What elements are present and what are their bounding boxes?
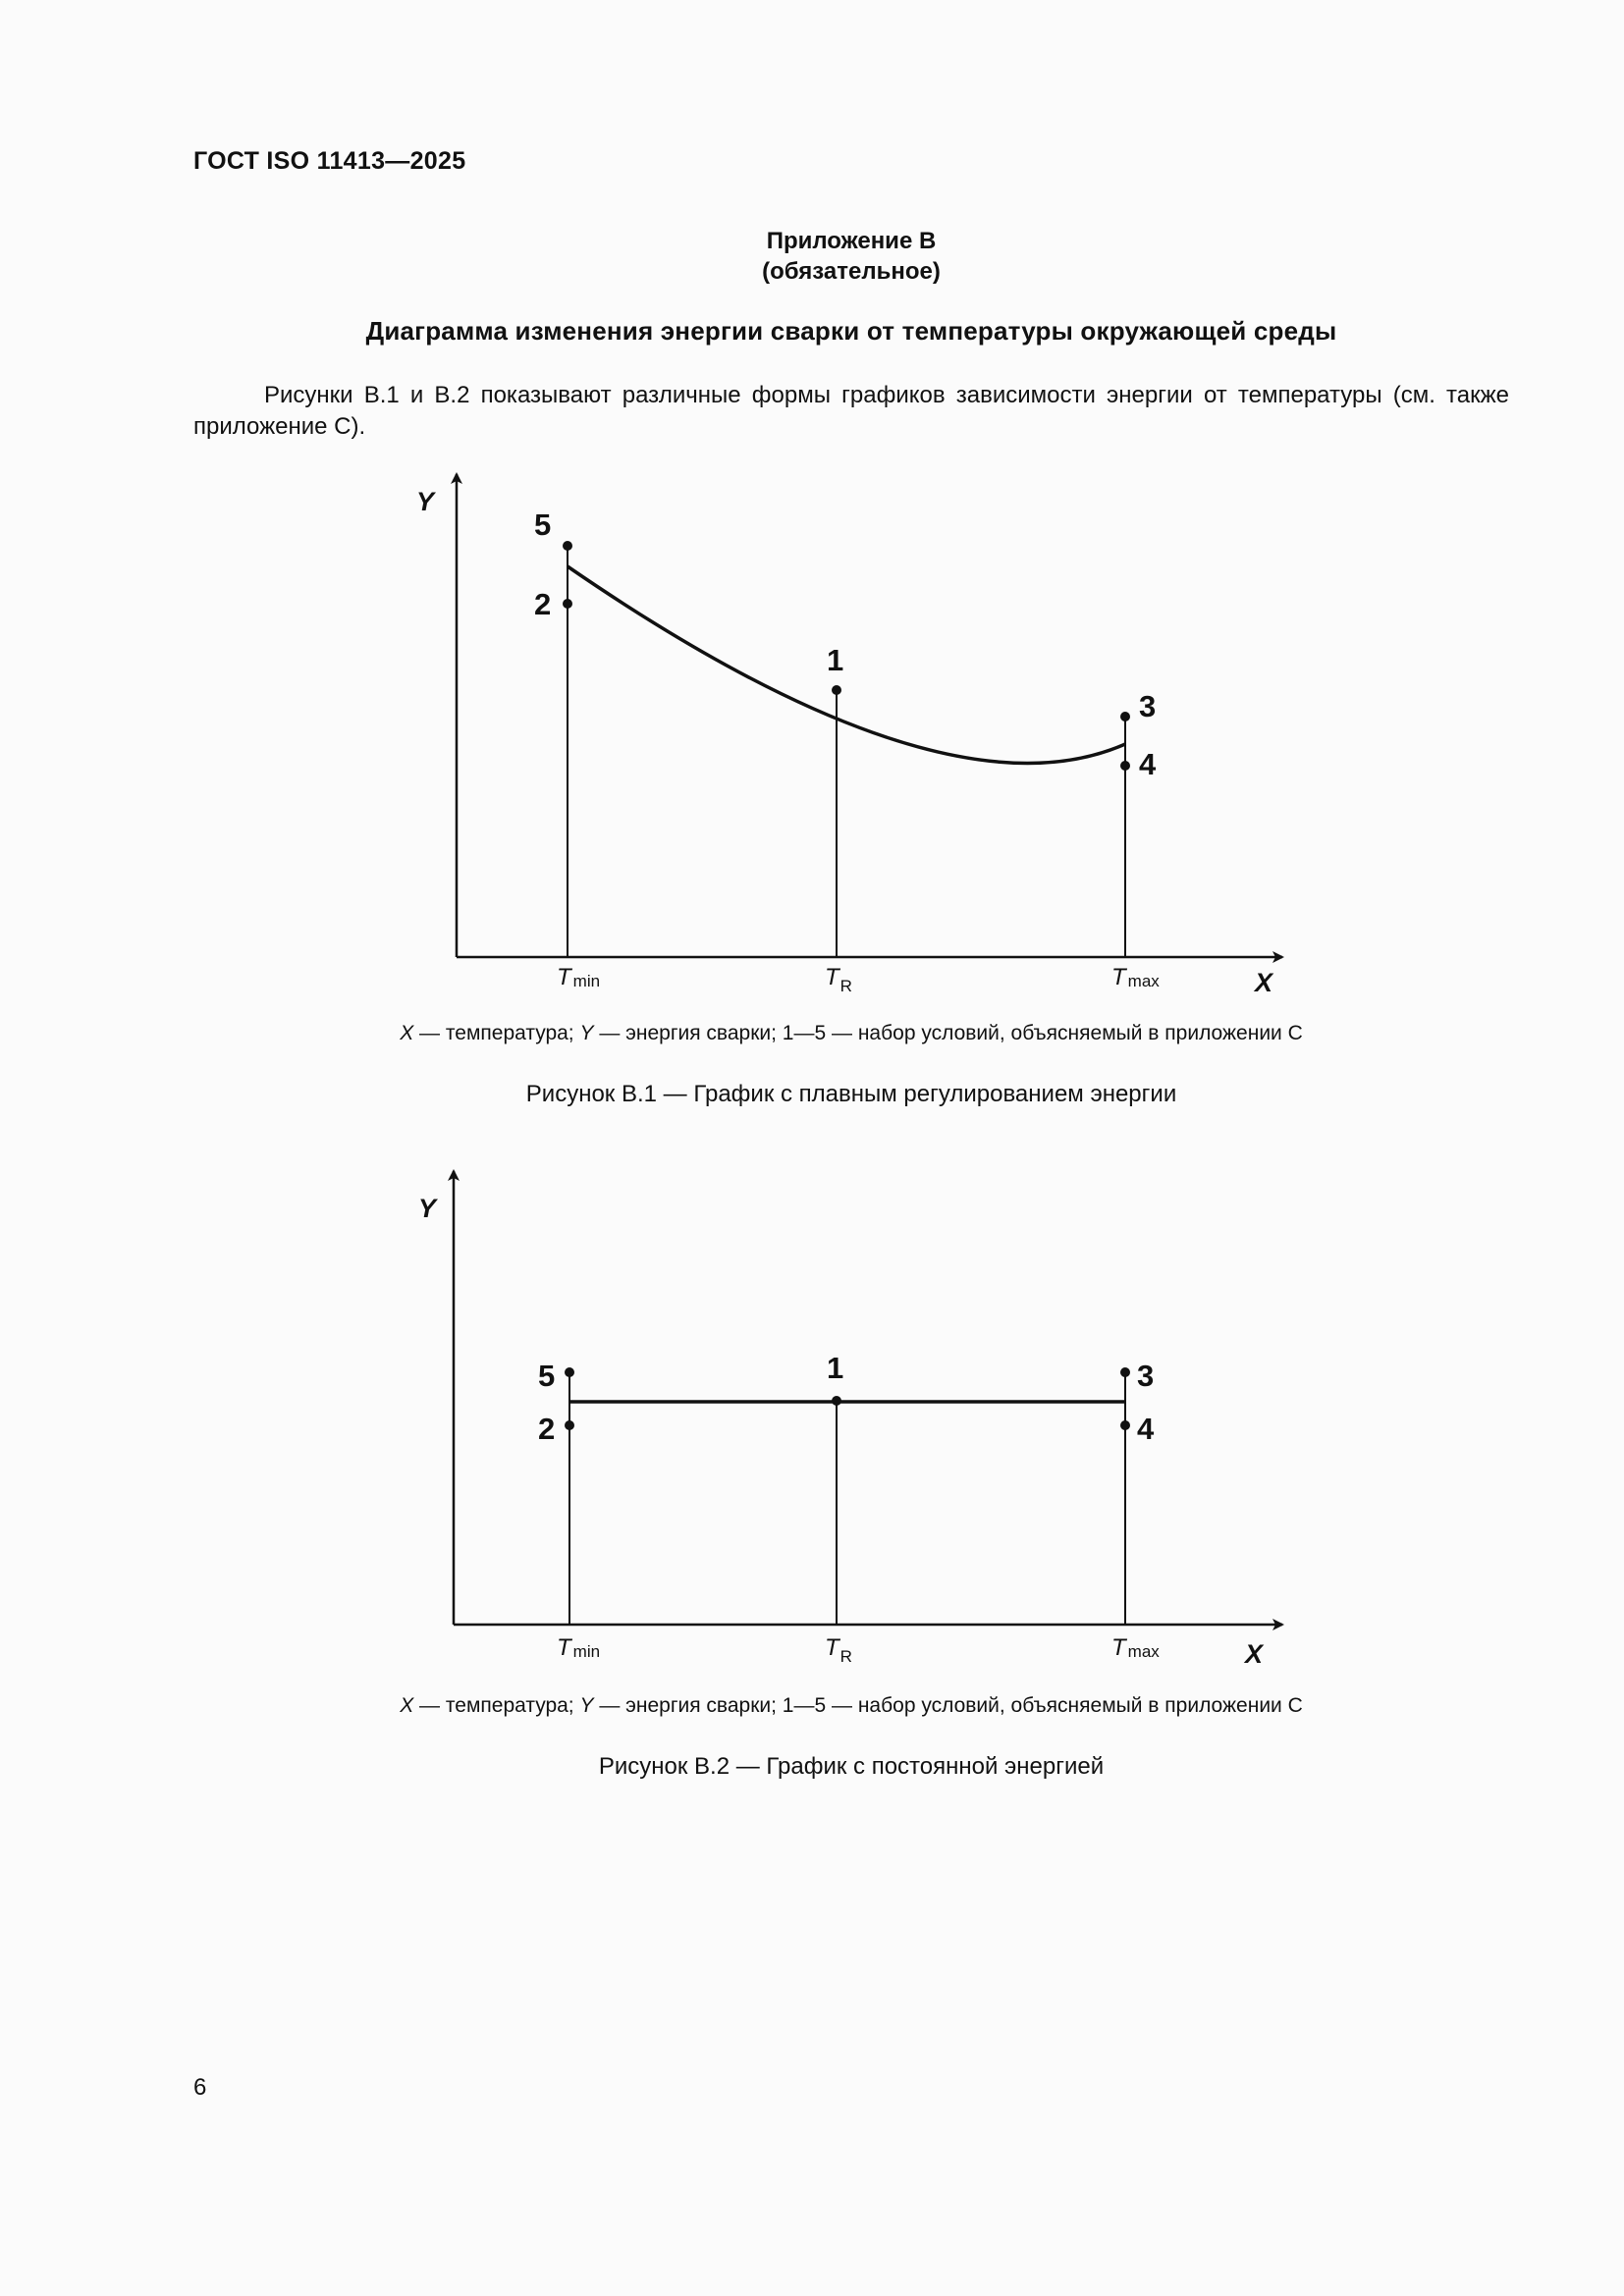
annex-status: (обязательное) bbox=[762, 258, 941, 285]
tick-tmin: T min bbox=[557, 1634, 601, 1661]
y-axis-label: Y bbox=[416, 487, 435, 516]
tick-tmax: T max bbox=[1111, 1634, 1160, 1661]
point-label-2: 2 bbox=[538, 1412, 556, 1446]
figure-b1-diagram bbox=[416, 474, 1282, 997]
point-5 bbox=[565, 1367, 574, 1377]
point-label-1: 1 bbox=[827, 1351, 844, 1385]
point-3 bbox=[1120, 712, 1130, 721]
tick-tmax: T max bbox=[1111, 964, 1160, 990]
document-header: ГОСТ ISO 11413—2025 bbox=[193, 147, 466, 175]
energy-curve bbox=[568, 566, 1125, 763]
point-label-1: 1 bbox=[827, 643, 844, 677]
point-5 bbox=[563, 541, 572, 551]
point-2 bbox=[565, 1420, 574, 1430]
annex-title: Приложение В bbox=[766, 228, 937, 254]
point-2 bbox=[563, 599, 572, 609]
point-label-5: 5 bbox=[538, 1359, 556, 1393]
point-3 bbox=[1120, 1367, 1130, 1377]
x-axis-label: X bbox=[1245, 1639, 1264, 1669]
point-label-4: 4 bbox=[1137, 1412, 1155, 1446]
point-label-3: 3 bbox=[1139, 689, 1157, 723]
point-label-3: 3 bbox=[1137, 1359, 1155, 1393]
figure-b2-legend: X — температура; Y — энергия сварки; 1—5 — набор условий, объясняемый в приложении С bbox=[400, 1694, 1303, 1717]
figure-b2-diagram bbox=[418, 1171, 1282, 1669]
tick-tmin: T min bbox=[557, 964, 601, 990]
point-4 bbox=[1120, 761, 1130, 771]
x-axis-label: X bbox=[1255, 968, 1273, 997]
tick-tr: $T_R$ bbox=[825, 964, 852, 995]
point-label-4: 4 bbox=[1139, 747, 1157, 781]
tick-tr: $T_R$ bbox=[825, 1634, 852, 1666]
y-axis-label: Y bbox=[418, 1194, 437, 1223]
figure-b2-caption: Рисунок В.2 — График с постоянной энергией bbox=[598, 1753, 1105, 1780]
page-number: 6 bbox=[193, 2074, 207, 2101]
point-4 bbox=[1120, 1420, 1130, 1430]
figure-b1-caption: Рисунок В.1 — График с плавным регулированием энергии bbox=[525, 1081, 1177, 1107]
figure-b1-legend: X — температура; Y — энергия сварки; 1—5 — набор условий, объясняемый в приложении С bbox=[400, 1022, 1303, 1044]
point-1 bbox=[832, 685, 841, 695]
point-1 bbox=[832, 1396, 841, 1406]
point-label-5: 5 bbox=[534, 507, 552, 542]
point-label-2: 2 bbox=[534, 587, 552, 621]
intro-paragraph: Рисунки В.1 и В.2 показывают различные формы графиков зависимости энергии от температуры (см. также приложение С). bbox=[193, 382, 1509, 440]
annex-heading: Диаграмма изменения энергии сварки от температуры окружающей среды bbox=[365, 316, 1337, 346]
